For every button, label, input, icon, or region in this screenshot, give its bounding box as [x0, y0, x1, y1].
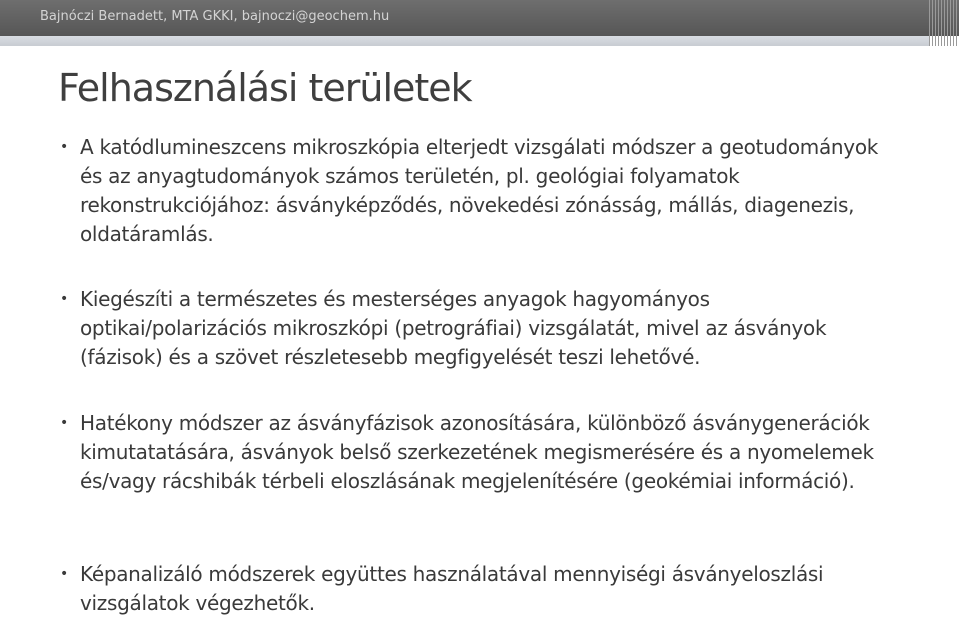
- bullet-text: Képanalizáló módszerek együttes használatával mennyiségi ásványeloszlási vizsgálatok végezhetők.: [80, 562, 824, 615]
- bullet-item-2: [60, 285, 900, 372]
- bullet-text: Kiegészíti a természetes és mesterséges anyagok hagyományos optikai/polarizációs mikroszkópi (petrográfiai) vizsgálatát, mivel az ásványok (fázisok) és a szövet részletesebb megfigyelését teszi lehetővé.: [80, 287, 827, 369]
- bullet-dot-icon: •: [60, 566, 68, 582]
- bullet-dot-icon: •: [60, 415, 68, 431]
- header-sub-bar: [0, 36, 929, 46]
- slide-title: Felhasználási területek: [58, 66, 472, 110]
- bullet-dot-icon: •: [60, 139, 68, 155]
- header-bar: [0, 0, 959, 36]
- bullet-item-4: [60, 560, 900, 618]
- header-decoration-lines: [929, 0, 959, 46]
- bullet-dot-icon: •: [60, 291, 68, 307]
- author-line: Bajnóczi Bernadett, MTA GKKI, bajnoczi@geochem.hu: [40, 9, 390, 24]
- bullet-text: A katódlumineszcens mikroszkópia elterjedt vizsgálati módszer a geotudományok és az anyagtudományok számos területén, pl. geológiai folyamatok rekonstrukciójához: ásványképződés, növekedési zónásság, mállás, diagenezis, oldatáramlás.: [80, 135, 879, 246]
- bullet-item-3: [60, 409, 900, 496]
- bullet-text: Hatékony módszer az ásványfázisok azonosítására, különböző ásványgenerációk kimutatatására, ásványok belső szerkezetének megismerésére és a nyomelemek és/vagy rácshibák térbeli eloszlásának megjelenítésére (geokémiai információ).: [80, 411, 874, 493]
- bullet-item-1: [60, 133, 900, 249]
